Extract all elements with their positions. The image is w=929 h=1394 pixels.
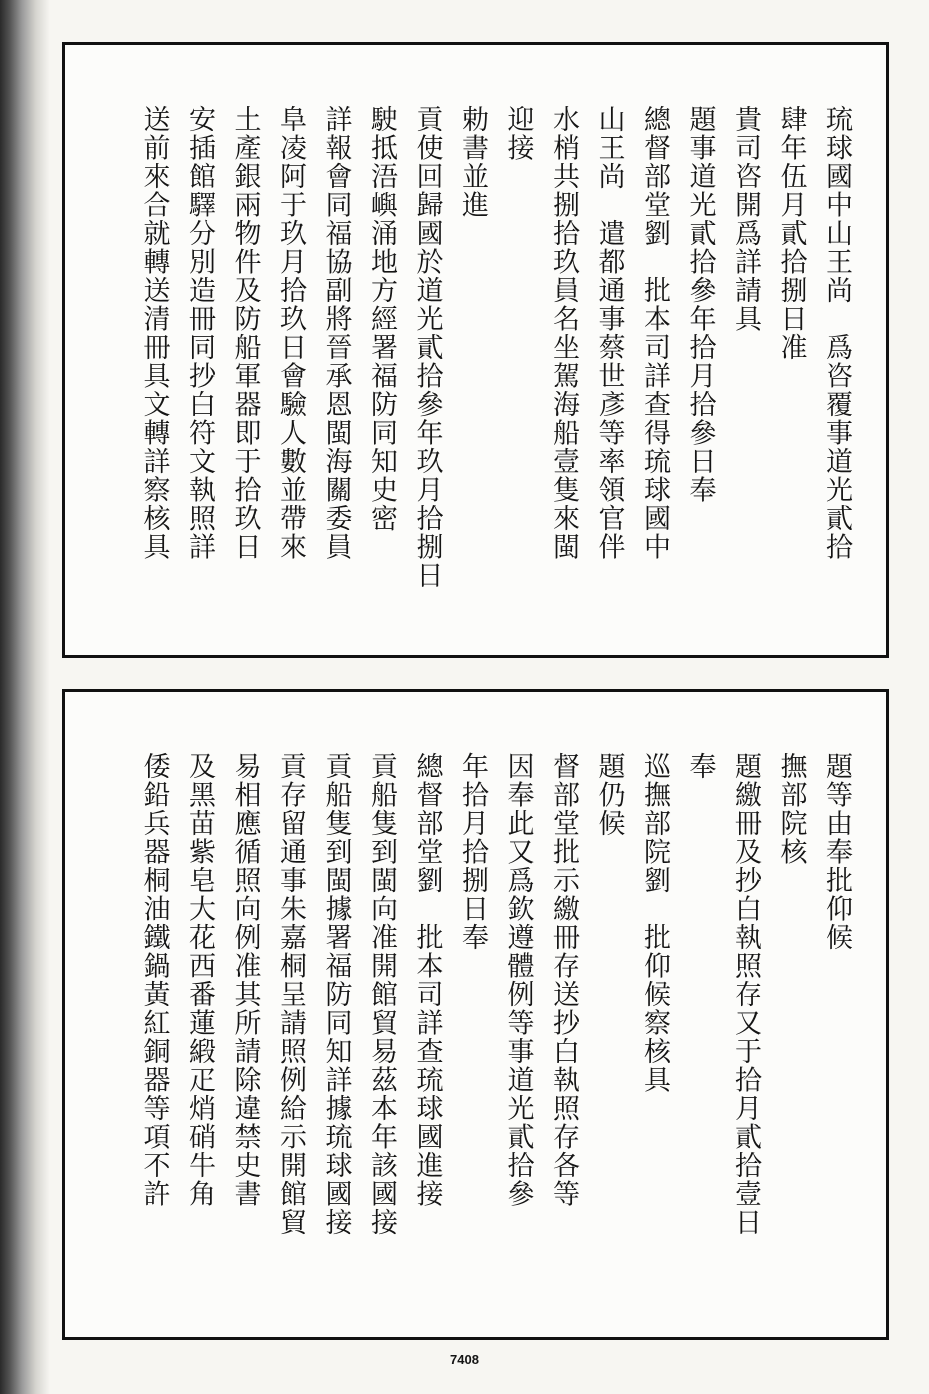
text-column: 詳報會同福協副將晉承恩閩海關委員	[320, 105, 352, 561]
text-column: 貴司咨開爲詳請具	[730, 105, 761, 333]
text-column: 送前來合就轉送清冊具文轉詳察核具	[138, 105, 170, 561]
text-column: 水梢共捌拾玖員名坐駕海船壹隻來閩	[548, 105, 579, 561]
page-number: 7408	[450, 1352, 479, 1367]
text-column: 勅書並進	[457, 105, 488, 219]
text-column: 題事道光貳拾參年拾月拾參日奉	[684, 105, 716, 504]
text-column: 年拾月拾捌日奉	[457, 752, 488, 952]
text-column: 駛抵浯嶼涌地方經署福防同知史密	[366, 105, 397, 533]
bottom-text-panel	[62, 689, 889, 1340]
text-column: 貢使回歸國於道光貳拾參年玖月拾捌日	[411, 105, 443, 590]
text-column: 山王尚 遣都通事蔡世彥等率領官伴	[593, 105, 625, 561]
text-column: 倭鉛兵器桐油鐵鍋黃紅銅器等項不許	[138, 752, 170, 1208]
text-column: 題等由奉批仰候	[821, 752, 852, 952]
text-column: 及黑苗紫皂大花西番蓮緞疋焇硝牛角	[184, 752, 215, 1208]
text-column: 土產銀兩物件及防船軍器即于拾玖日	[229, 105, 261, 561]
text-column: 題繳冊及抄白執照存又于拾月貳拾壹日	[730, 752, 761, 1237]
text-column: 肆年伍月貳拾捌日准	[775, 105, 807, 362]
text-column: 貢存留通事朱嘉桐呈請照例給示開館貿	[275, 752, 306, 1237]
text-column: 易相應循照向例准其所請除違禁史書	[229, 752, 261, 1208]
text-column: 琉球國中山王尚 爲咨覆事道光貳拾	[821, 105, 852, 561]
text-column: 總督部堂劉 批本司詳查得琉球國中	[639, 105, 670, 561]
text-column: 貢船隻到閩據署福防同知詳據琉球國接	[320, 752, 352, 1237]
text-column: 因奉此又爲欽遵體例等事道光貳拾參	[502, 752, 534, 1208]
top-text-panel	[62, 42, 889, 658]
text-column: 總督部堂劉 批本司詳查琉球國進接	[411, 752, 443, 1208]
text-column: 阜凌阿于玖月拾玖日會驗人數並帶來	[275, 105, 306, 561]
book-binding-gutter	[0, 0, 50, 1394]
text-column: 巡撫部院劉 批仰候察核具	[639, 752, 670, 1094]
text-column: 安插館驛分別造冊同抄白符文執照詳	[184, 105, 215, 561]
text-column: 督部堂批示繳冊存送抄白執照存各等	[548, 752, 579, 1208]
text-column: 奉	[684, 752, 716, 781]
text-column: 貢船隻到閩向准開館貿易茲本年該國接	[366, 752, 397, 1237]
text-column: 迎接	[502, 105, 534, 162]
text-column: 題仍候	[593, 752, 625, 838]
text-column: 撫部院核	[775, 752, 807, 866]
